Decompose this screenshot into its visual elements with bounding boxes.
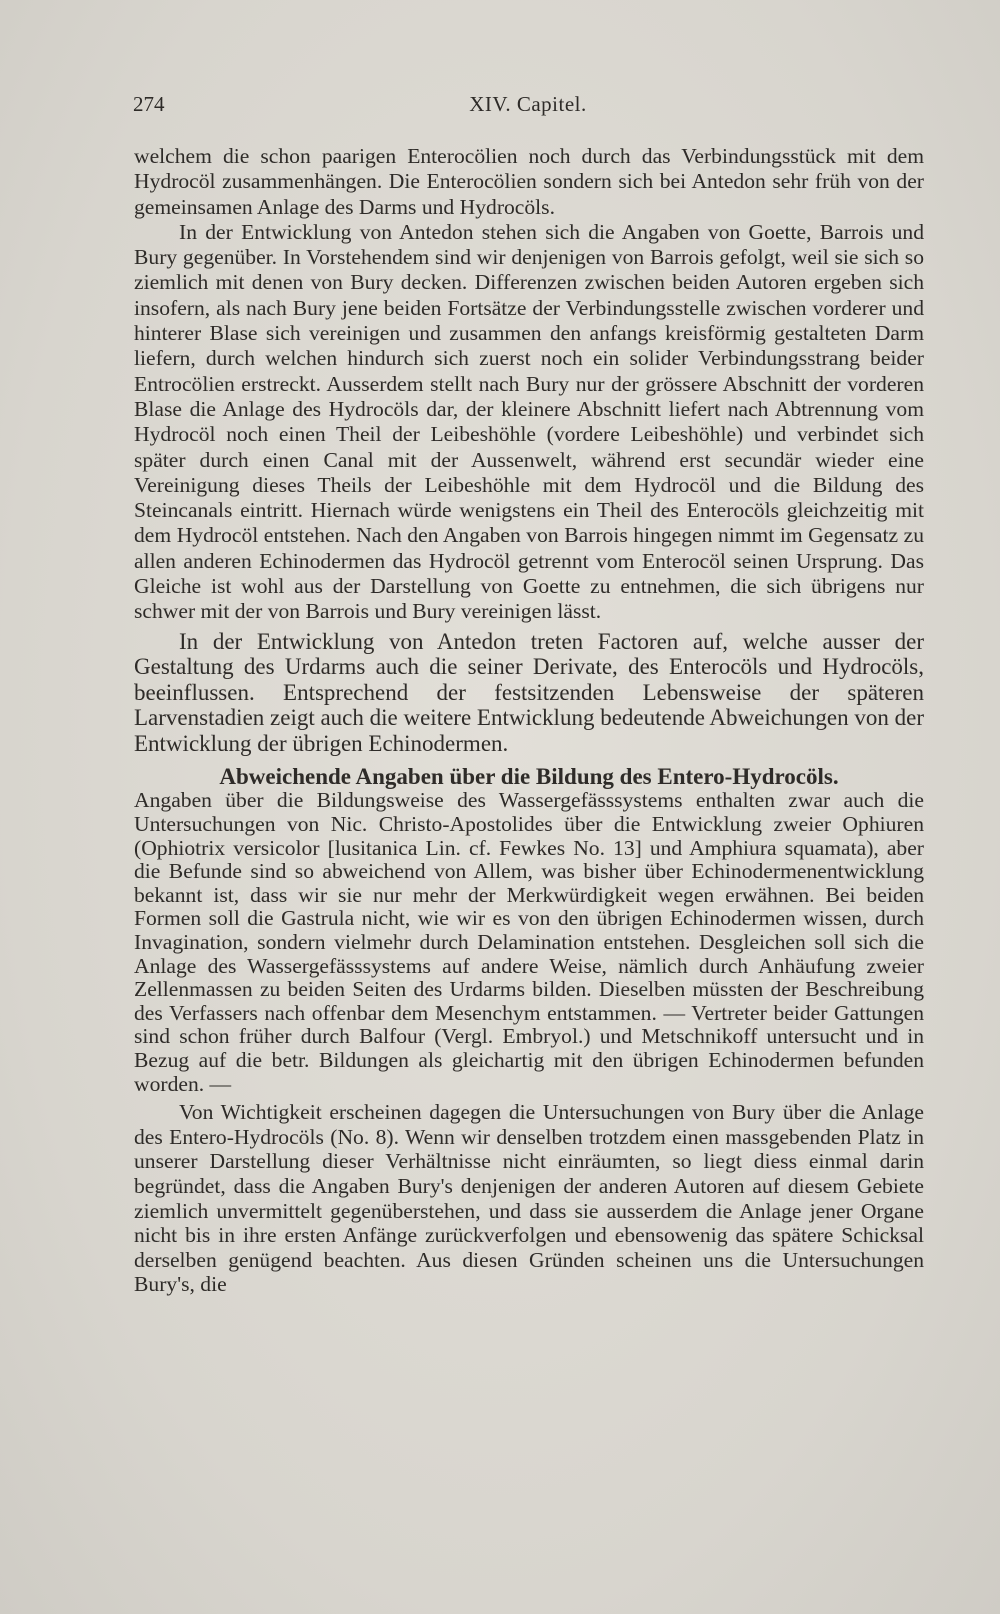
page-header: [133, 92, 923, 126]
paragraph-1: welchem die schon paarigen Enterocölien noch durch das Verbindungsstück mit dem Hydrocöl zusammenhängen. Die Enterocölien sondern sich bei Antedon sehr früh von der gemeinsamen Anlage des Darms und Hydrocöls.: [134, 144, 924, 219]
paragraph-2: In der Entwicklung von Antedon stehen sich die Angaben von Goette, Barrois und Bury gegenüber. In Vorstehendem sind wir denjenigen von Barrois gefolgt, weil sie sich so ziemlich mit denen von Bury decken. Differenzen zwischen beiden Autoren ergeben sich insofern, als nach Bury jene beiden Fortsätze der Verbindungsstelle zwischen vorderer und hinterer Blase sich vereinigen und zusammen den anfangs kreisförmig gestalteten Darm liefern, durch welchen hindurch sich zuerst noch ein solider Verbindungsstrang beider Entrocölien erstreckt. Ausserdem stellt nach Bury nur der grössere Abschnitt der vorderen Blase die Anlage des Hydrocöls dar, der kleinere Abschnitt liefert nach Abtrennung vom Hydrocöl noch einen Theil der Leibeshöhle (vordere Leibeshöhle) und verbindet sich später durch einen Canal mit der Aussenwelt, während erst secundär wieder eine Vereinigung dieses Theils der Leibeshöhle mit dem Hydrocöl und die Bildung des Steincanals eintritt. Hiernach würde wenigstens ein Theil des Enterocöls gleichzeitig mit dem Hydrocöl entstehen. Nach den Angaben von Barrois hingegen nimmt im Gegensatz zu allen anderen Echinodermen das Hydrocöl getrennt vom Enterocöl seinen Ursprung. Das Gleiche ist wohl aus der Darstellung von Goette zu entnehmen, die sich übrigens nur schwer mit der von Barrois und Bury vereinigen lässt.: [134, 219, 924, 624]
paragraph-5: Von Wichtigkeit erscheinen dagegen die Untersuchungen von Bury über die Anlage des Entero-Hydrocöls (No. 8). Wenn wir denselben trotzdem einen massgebenden Platz in unserer Darstellung dieser Verhältnisse nicht einräumten, so liegt diess einmal darin begründet, dass die Angaben Bury's denjenigen der anderen Autoren auf diesem Gebiete ziemlich unvermittelt gegenüberstehen, und dass sie ausserdem die Anlage jener Organe nicht bis in ihre ersten Anfänge zurückverfolgen und ebensowenig das spätere Schicksal derselben genügend beachten. Aus diesen Gründen scheinen uns die Untersuchungen Bury's, die: [134, 1100, 924, 1297]
running-head: XIV. Capitel.: [469, 92, 587, 116]
body-text: [134, 144, 924, 1297]
page-number: 274: [133, 92, 165, 116]
section-heading: Abweichende Angaben über die Bildung des Entero-Hydrocöls.: [219, 764, 839, 790]
paragraph-3: In der Entwicklung von Antedon treten Factoren auf, welche ausser der Gestaltung des Urdarms auch die seiner Derivate, des Enterocöls und Hydrocöls, beeinflussen. Entsprechend der festsitzenden Lebensweise der späteren Larvenstadien zeigt auch die weitere Entwicklung bedeutende Abweichungen von der Entwicklung der übrigen Echinodermen.: [134, 628, 925, 756]
paragraph-4: Angaben über die Bildungsweise des Wassergefässsystems enthalten zwar auch die Untersuchungen von Nic. Christo-Apostolides über die Entwicklung zweier Ophiuren (Ophiotrix versicolor [lusitanica Lin. cf. Fewkes No. 13] und Amphiura squamata), aber die Befunde sind so abweichend von Allem, was bisher über Echinodermenentwicklung bekannt ist, dass wir sie nur mehr der Merkwürdigkeit wegen erwähnen. Bei beiden Formen soll die Gastrula nicht, wie wir es von den übrigen Echinodermen wissen, durch Invagination, sondern vielmehr durch Delamination entstehen. Desgleichen soll sich die Anlage des Wassergefässsystems auf andere Weise, nämlich durch Anhäufung zweier Zellenmassen zu beiden Seiten des Urdarms bilden. Dieselben müssten der Beschreibung des Verfassers nach offenbar dem Mesenchym entstammen. — Vertreter beider Gattungen sind schon früher durch Balfour (Vergl. Embryol.) und Metschnikoff untersucht und in Bezug auf die betr. Bildungen als gleichartig mit den übrigen Echinodermen befunden worden. —: [134, 788, 924, 1096]
